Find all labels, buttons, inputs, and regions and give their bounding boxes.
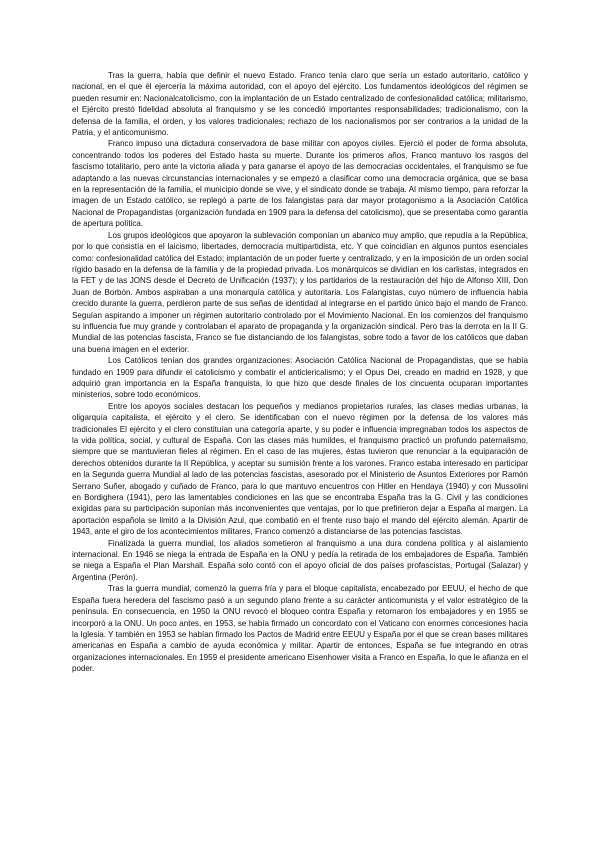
paragraph-7: Tras la guerra mundial, comenzó la guerra fría y para el bloque capitalista, encabezado por EEUU, el hecho de que España fuera heredera del fascismo pasó a un segundo plano frente a su carácter anticomunista y el valor estratégico de la península. En consecuencia, en 1950 la ONU revocó el bloqueo contra España y retornaron los embajadores y en 1955 se incorporó a la ONU. Un poco antes, en 1953, se había firmado un concordato con el Vaticano con enormes concesiones hacia la Iglesia. Y también en 1953 se habían firmado los Pactos de Madrid entre EEUU y España por el que se crean bases militares americanas en España a cambio de ayuda económica y militar. Apartir de entonces, España se fue integrando en otras organizaciones internacionales. En 1959 el presidente americano Eisenhower visita a Franco en España, lo que le afianza en el poder.	[72, 584, 528, 674]
document-body	[72, 70, 528, 675]
paragraph-5: Entre los apoyos sociales destacan los pequeños y medianos propietarios rurales, las clases medias urbanas, la oligarquía capitalista, el ejército y el clero. Se identificaban con el nuevo régimen por la defensa de los valores más tradicionales El ejército y el clero constituían una categoría aparte, y su poder e influencia impregnaban todos los aspectos de la vida política, social, y cultural de España. Con las clases más humildes, el franquismo practicó un profundo paternalismo, siempre que se mantuvieran fieles al régimen. En el caso de las mujeres, éstas tuvieron que renunciar a la equiparación de derechos obtenidos durante la II República, y aceptar su sumisión frente a los varones. Franco estaba interesado en participar en la Segunda guerra Mundial al lado de las potencias fascistas, asesorado por el Ministerio de Asuntos Exteriores por Ramón Serrano Suñer, abogado y cuñado de Franco, para lo que mantuvo encuentros con Hitler en Hendaya (1940) y con Mussolini en Bordighera (1941), pero las lamentables condiciones en las que se encontraba España tras la G. Civil y las condiciones exigidas para su participación suponían más inconvenientes que ventajas, por lo que prefirieron dejar a España al margen. La aportación española se limitó a la División Azul, que combatió en el frente ruso bajo el mando del ejército alemán. Apartir de 1943, ante el giro de los acontecimientos militares, Franco comenzó a distanciarse de las potencias fascistas.	[72, 401, 528, 537]
paragraph-4: Los Católicos tenían dos grandes organizaciones: Asociación Católica Nacional de Propagandistas, que se había fundado en 1909 para difundir el catolicismo y combatir el anticlericalismo; y el Opus Dei, creado en madrid en 1928, y que adquirió gran importancia en la España franquista, lo que hizo que desde finales de los cincuenta ocuparan importantes ministerios, sobre todo económicos.	[72, 356, 528, 400]
paragraph-2: Franco impuso una dictadura conservadora de base militar con apoyos civiles. Ejerció el poder de forma absoluta, concentrando todos los poderes del Estado hasta su muerte. Durante los primeros años, Franco mantuvo los rasgos del fascismo totalitario, pero ante la victoria aliada y para ganarse el apoyo de las democracias occidentales, el franquismo se fue adaptando a las nuevas circunstancias internacionales y se empezó a clasificar como una democracia orgánica, que se basa en la representación de la familia, el municipio donde se vive, y el sindicato donde se trabaja. Al mismo tiempo, para reforzar la imagen de un Estado católico, se replegó a parte de los falangistas para dar mayor protagonismo a la Asociación Católica Nacional de Propagandistas (organización fundada en 1909 para la defensa del catolicismo), que se presentaba como garantía de apertura política.	[72, 139, 528, 229]
paragraph-6: Finalizada la guerra mundial, los aliados sometieron al franquismo a una dura condena política y al aislamiento internacional. En 1946 se niega la entrada de España en la ONU y pedía la retirada de los embajadores de España. También se niega a España el Plan Marshall. España solo contó con el apoyo oficial de dos países profascistas, Portugal (Salazar) y Argentina (Perón).	[72, 538, 528, 582]
paragraph-3: Los grupos ideológicos que apoyaron la sublevación componían un abanico muy amplio, que repudía a la República, por lo que consistía en el laicismo, libertades, democracia multipartidista, etc. Y que coincidían en algunos puntos esenciales como: confesionalidad católica del Estado; implantación de un poder fuerte y centralizado, y en la imposición de un orden social rígido basado en la defensa de la familia y de la propiedad privada. Los monárquicos se dividían en los carlistas, integrados en la FET y de las JONS desde el Decreto de Unificación (1937); y los partidarios de la restauración del hijo de Alfonso XIII, Don Juan de Borbón. Ambos aspiraban a una monarquía católica y autoritaria. Los Falangistas, cuyo número de influencia había crecido durante la guerra, perdieron parte de sus señas de identidad al integrarse en el partido único bajo el mando de Franco. Seguían aspirando a imponer un régimen autoritario controlado por el Movimiento Nacional. En los comienzos del franquismo su influencia fue muy grande y controlaban el aparato de propaganda y la organización sindical. Pero tras la derrota en la II G. Mundial de las potencias fascista, Franco se fue distanciando de los falangistas, sobre todo a favor de los católicos que daban una buena imagen en el exterior.	[72, 230, 528, 354]
paragraph-1: Tras la guerra, había que definir el nuevo Estado. Franco tenía claro que sería un estado autoritario, católico y nacional, en el que él ejercería la máxima autoridad, con el apoyo del ejército. Los fundamentos ideológicos del régimen se pueden resumir en: Nacionalcatolicismo, con la implantación de un Estado centralizado de confesionalidad católica; militarismo, el Ejército prestó fidelidad absoluta al franquismo y se les concedió importantes responsabilidades; tradicionalismo, con la defensa de la familia, el orden, y los valores tradicionales; rechazo de los nacionalismos por ser contrarios a la unidad de la Patria, y el anticomunismo.	[72, 71, 528, 138]
